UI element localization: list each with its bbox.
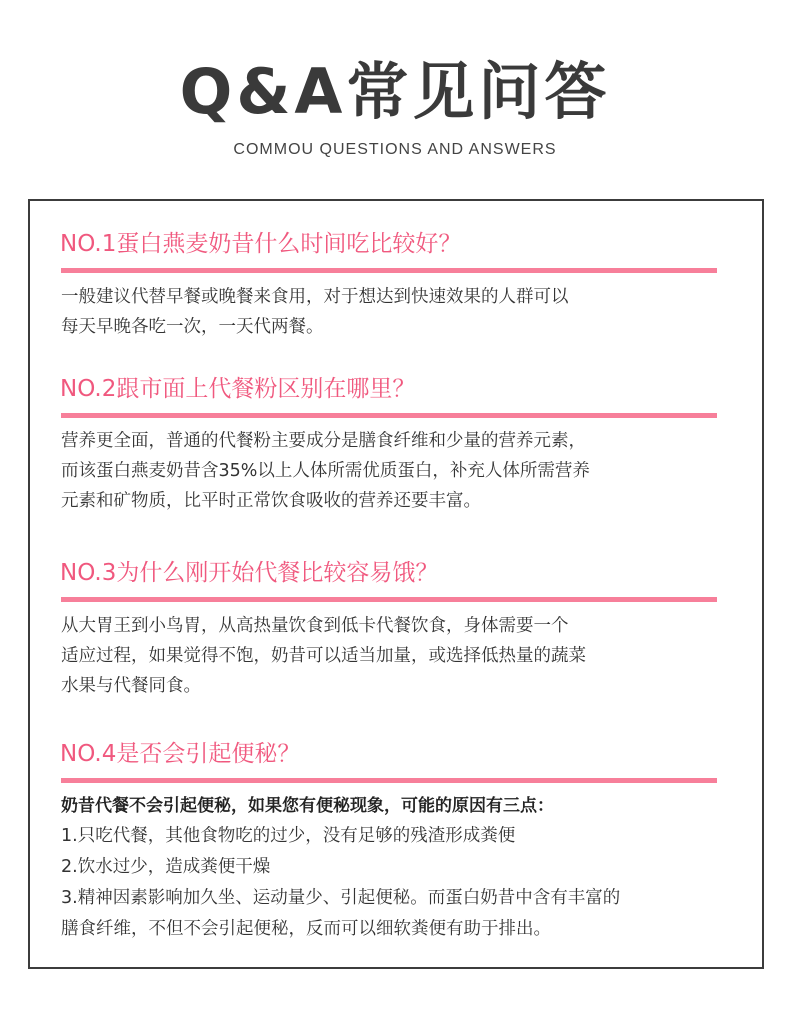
faq-answer-4-lead: 奶昔代餐不会引起便秘，如果您有便秘现象，可能的原因有三点： xyxy=(61,796,554,816)
faq-answer-4-line-2: 2.饮水过少，造成粪便干燥 xyxy=(61,857,271,877)
faq-answer-1-line-2: 每天早晚各吃一次，一天代两餐。 xyxy=(61,317,324,337)
faq-divider-4 xyxy=(61,778,717,783)
faq-answer-2-line-1: 营养更全面，普通的代餐粉主要成分是膳食纤维和少量的营养元素， xyxy=(61,431,586,451)
faq-question-3: NO.3为什么刚开始代餐比较容易饿？ xyxy=(60,560,439,586)
faq-answer-1-line-1: 一般建议代替早餐或晚餐来食用，对于想达到快速效果的人群可以 xyxy=(61,287,569,307)
faq-answer-4-line-4: 膳食纤维，不但不会引起便秘，反而可以细软粪便有助于排出。 xyxy=(61,919,551,939)
faq-answer-4-line-1: 1.只吃代餐，其他食物吃的过少，没有足够的残渣形成粪便 xyxy=(61,826,516,846)
faq-question-2: NO.2跟市面上代餐粉区别在哪里？ xyxy=(60,376,416,402)
faq-answer-2-line-2: 而该蛋白燕麦奶昔含35%以上人体所需优质蛋白，补充人体所需营养 xyxy=(61,461,590,481)
faq-answer-4-line-3: 3.精神因素影响加久坐、运动量少、引起便秘。而蛋白奶昔中含有丰富的 xyxy=(61,888,621,908)
faq-divider-2 xyxy=(61,413,717,418)
faq-answer-3-line-3: 水果与代餐同食。 xyxy=(61,676,201,696)
page-subtitle: COMMOU QUESTIONS AND ANSWERS xyxy=(233,141,557,158)
faq-answer-3-line-1: 从大胃王到小鸟胃，从高热量饮食到低卡代餐饮食，身体需要一个 xyxy=(61,616,569,636)
page-title: Q&A常见问答 xyxy=(179,55,611,128)
faq-answer-2-line-3: 元素和矿物质，比平时正常饮食吸收的营养还要丰富。 xyxy=(61,491,481,511)
faq-divider-3 xyxy=(61,597,717,602)
faq-question-4: NO.4是否会引起便秘？ xyxy=(60,741,301,767)
faq-question-1: NO.1蛋白燕麦奶昔什么时间吃比较好？ xyxy=(60,231,462,257)
faq-answer-3-line-2: 适应过程，如果觉得不饱，奶昔可以适当加量，或选择低热量的蔬菜 xyxy=(61,646,586,666)
faq-divider-1 xyxy=(61,268,717,273)
